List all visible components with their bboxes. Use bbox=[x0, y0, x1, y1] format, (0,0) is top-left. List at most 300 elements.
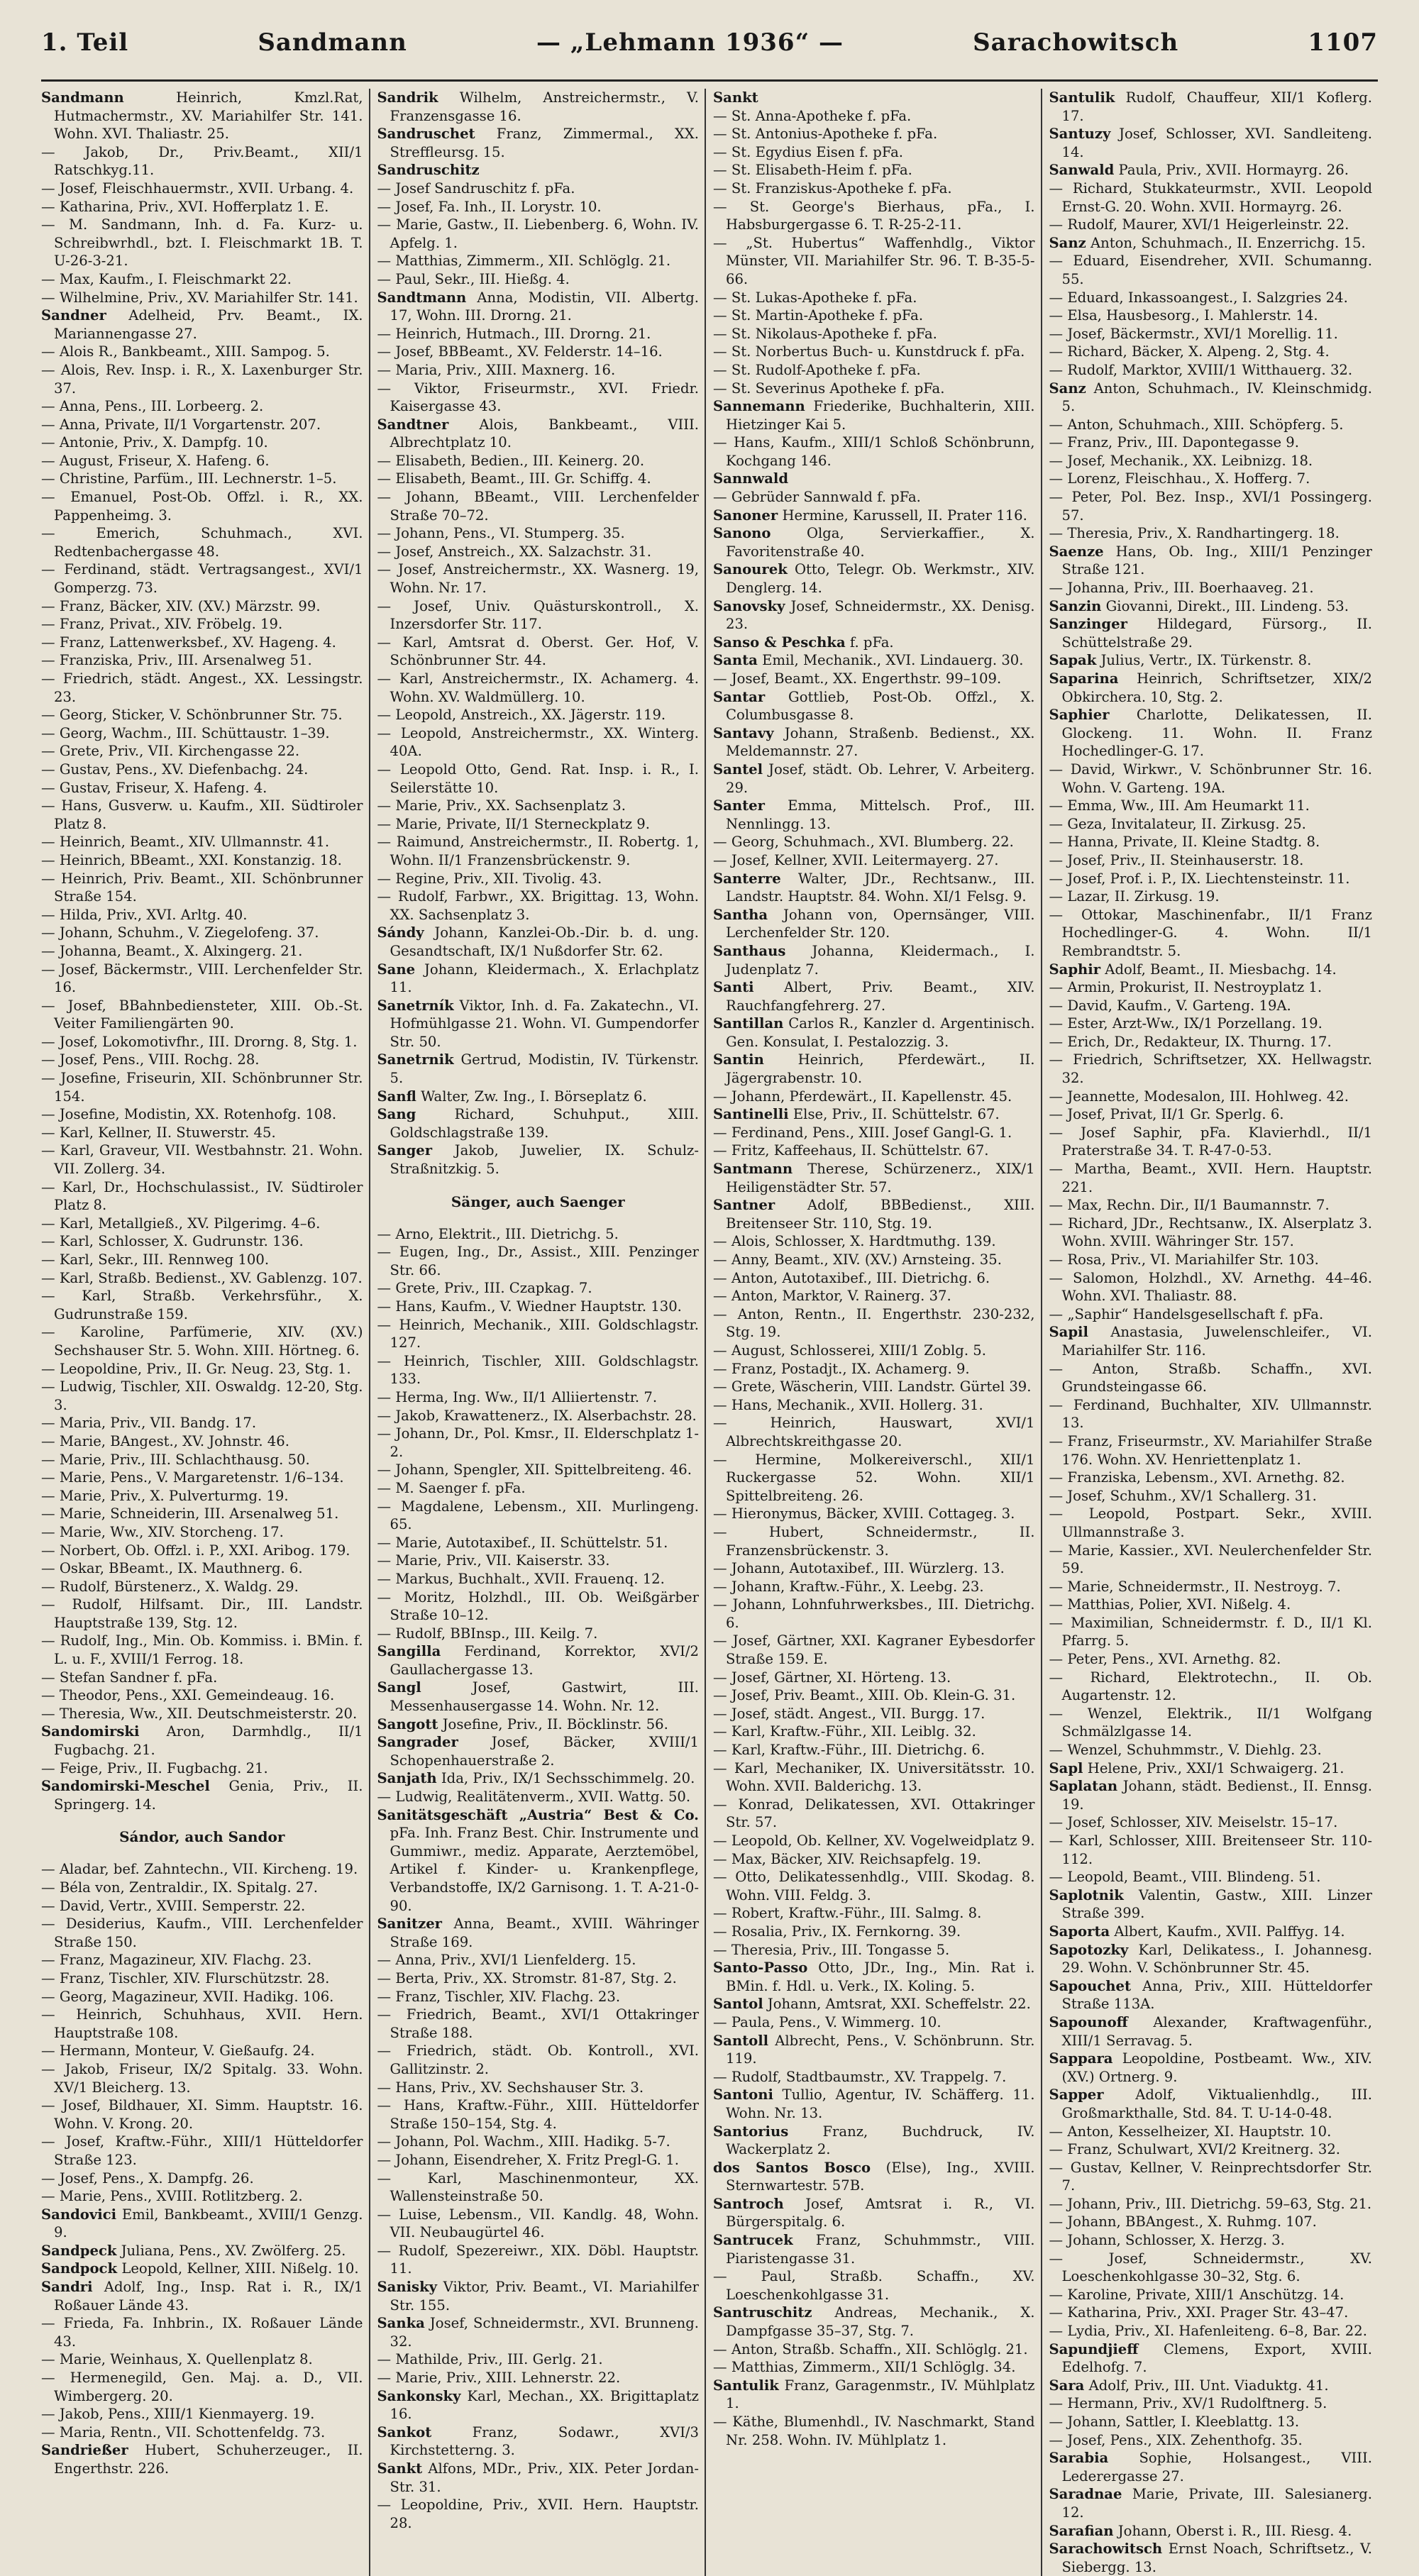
directory-entry bbox=[1049, 2123, 1373, 2141]
directory-entry bbox=[713, 2159, 1035, 2195]
entry-details: Franz, Garagenmstr., IV. Mühlplatz 1. bbox=[726, 2377, 1035, 2412]
surname: Santa bbox=[713, 652, 758, 669]
entry-details: Karl, Graveur, VII. Westbahnstr. 21. Wohn. VII. Zollerg. 34. bbox=[54, 1142, 363, 1178]
entry-details: Josef, Pens., XIX. Zehenthofg. 35. bbox=[1067, 2431, 1303, 2448]
surname: Sanoner bbox=[713, 507, 778, 524]
directory-entry bbox=[1049, 2250, 1373, 2286]
directory-entry bbox=[41, 560, 363, 597]
entry-details: Johanna, Priv., III. Boerhaaveg. 21. bbox=[1067, 580, 1314, 597]
entry-details: Anton, Schuhmach., IV. Kleinschmidg. 5. bbox=[1061, 380, 1372, 415]
entry-details: Josef, Bäckermstr., VIII. Lerchenfelder Str. 16. bbox=[54, 961, 363, 996]
entry-details: Luise, Lebensm., VII. Kandlg. 48, Wohn. VII. Neubaugürtel 46. bbox=[390, 2206, 699, 2241]
directory-entry bbox=[713, 488, 1035, 507]
directory-entry bbox=[1049, 1669, 1373, 1705]
directory-entry bbox=[377, 1679, 700, 1715]
directory-entry bbox=[377, 2350, 700, 2369]
directory-entry bbox=[1049, 2213, 1373, 2231]
surname: Santrucek bbox=[713, 2232, 793, 2249]
directory-entry bbox=[713, 1124, 1035, 1142]
entry-details: Elsa, Hausbesorg., I. Mahlerstr. 14. bbox=[1067, 307, 1318, 324]
directory-entry bbox=[713, 143, 1035, 162]
entry-details: Wenzel, Elektrik., II/1 Wolfgang Schmälzlgasse 14. bbox=[1061, 1705, 1372, 1740]
entry-details: Rudolf, Chauffeur, XII/1 Koflerg. 17. bbox=[1061, 89, 1372, 124]
entry-details: Hermine, Karussell, II. Prater 116. bbox=[782, 507, 1027, 524]
directory-entry bbox=[377, 1352, 700, 1388]
directory-entry bbox=[713, 1396, 1035, 1415]
section-heading: Sänger, auch Saenger bbox=[451, 1193, 625, 1210]
entry-details: Friedrich, Beamt., XVI/1 Ottakringer Straße 188. bbox=[390, 2006, 699, 2041]
surname: Sandomirski-Meschel bbox=[41, 1778, 210, 1795]
directory-entry bbox=[713, 1251, 1035, 1269]
directory-entry bbox=[41, 1897, 363, 1916]
directory-entry bbox=[713, 289, 1035, 307]
entry-details: Marie, BAngest., XV. Johnstr. 46. bbox=[59, 1432, 289, 1449]
directory-entry bbox=[713, 1088, 1035, 1106]
entry-details: Lydia, Priv., XI. Hafenleiteng. 6–8, Bar. 22. bbox=[1067, 2323, 1367, 2340]
entry-details: Heinrich, Tischler, XIII. Goldschlagstr. 133. bbox=[390, 1352, 699, 1388]
directory-entry bbox=[1049, 1777, 1373, 1813]
entry-details: Hubert, Schuherzeuger., II. Engerthstr. 226. bbox=[54, 2442, 363, 2477]
directory-entry bbox=[41, 851, 363, 870]
entry-details: Albert, Priv. Beamt., XIV. Rauchfangfehrerg. 27. bbox=[726, 979, 1035, 1014]
entry-details: Albert, Kaufm., XVII. Palffyg. 14. bbox=[1114, 1923, 1345, 1940]
directory-entry bbox=[41, 1178, 363, 1215]
entry-details: Ludwig, Tischler, XII. Oswaldg. 12-20, Stg. 3. bbox=[54, 1378, 363, 1413]
surname: Sannwald bbox=[713, 470, 789, 487]
directory-entry bbox=[713, 1105, 1035, 1124]
entry-details: Ester, Arzt-Ww., IX/1 Porzellang. 19. bbox=[1067, 1015, 1323, 1032]
directory-entry bbox=[1049, 597, 1373, 616]
surname: Saparina bbox=[1049, 670, 1119, 687]
entry-details: Hans, Ob. Ing., XIII/1 Penzinger Straße 121. bbox=[1061, 543, 1373, 578]
directory-entry bbox=[41, 216, 363, 270]
entry-details: Berta, Priv., XX. Stromstr. 81-87, Stg. 2. bbox=[395, 1969, 677, 1986]
directory-entry bbox=[1049, 1033, 1373, 1051]
entry-details: Clemens, Export, XVIII. Edelhofg. 7. bbox=[1061, 2340, 1372, 2376]
directory-entry bbox=[1049, 2377, 1373, 2395]
surname: Saporta bbox=[1049, 1923, 1110, 1940]
entry-details: Johann, Kanzlei-Ob.-Dir. b. d. ung. Gesandtschaft, IX/1 Nußdorfer Str. 62. bbox=[390, 924, 699, 959]
directory-entry bbox=[713, 2340, 1035, 2359]
entry-details: Anna, Priv., XVI/1 Lienfelderg. 15. bbox=[395, 1952, 636, 1969]
entry-details: St. George's Bierhaus, pFa., I. Habsburgergasse 6. T. R-25-2-11. bbox=[726, 198, 1035, 233]
directory-entry bbox=[377, 1788, 700, 1806]
directory-entry bbox=[377, 1806, 700, 1916]
directory-entry bbox=[377, 252, 700, 270]
entry-details: Franz, Tischler, XIV. Flurschützstr. 28. bbox=[59, 1969, 330, 1986]
entry-details: St. Nikolaus-Apotheke f. pFa. bbox=[731, 325, 937, 342]
entry-details: Leopold, Beamt., VIII. Blindeng. 51. bbox=[1067, 1869, 1321, 1886]
surname: Santner bbox=[713, 1197, 775, 1214]
surname: Santoll bbox=[713, 2032, 769, 2049]
directory-entry bbox=[1049, 997, 1373, 1015]
entry-details: Josef, Pens., X. Dampfg. 26. bbox=[59, 2169, 254, 2187]
surname: Sanka bbox=[377, 2315, 425, 2332]
directory-entry bbox=[41, 1215, 363, 1233]
entry-details: St. Norbertus Buch- u. Kunstdruck f. pFa. bbox=[731, 343, 1025, 360]
directory-entry bbox=[41, 1378, 363, 1414]
entry-details: Josef, Schuhm., XV/1 Schallerg. 31. bbox=[1067, 1487, 1317, 1504]
directory-entry bbox=[713, 1723, 1035, 1741]
entry-details: Alois, Schlosser, X. Hardtmuthg. 139. bbox=[731, 1233, 996, 1250]
entry-details: Ferdinand, städt. Vertragsangest., XVI/1 Gomperzg. 73. bbox=[54, 561, 363, 597]
directory-entry bbox=[377, 1088, 700, 1106]
directory-entry bbox=[41, 1669, 363, 1687]
directory-entry bbox=[1049, 216, 1373, 234]
directory-entry bbox=[713, 1287, 1035, 1305]
directory-entry bbox=[1049, 1759, 1373, 1778]
surname: Sanso & Peschka bbox=[713, 634, 846, 651]
entry-details: Paula, Priv., XVII. Hormayrg. 26. bbox=[1118, 162, 1349, 179]
entry-details: Johann, Amtsrat, XXI. Scheffelstr. 22. bbox=[767, 1996, 1031, 2013]
entry-details: Otto, Telegr. Ob. Werkmstr., XIV. Denglerg. 14. bbox=[726, 561, 1035, 597]
entry-details: Marie, Pens., XVIII. Rotlitzberg. 2. bbox=[59, 2188, 303, 2205]
directory-entry bbox=[713, 524, 1035, 560]
directory-entry bbox=[1049, 161, 1373, 179]
directory-entry bbox=[1049, 1160, 1373, 1196]
entry-details: Alexander, Kraftwagenführ., XIII/1 Serravag. 5. bbox=[1061, 2013, 1373, 2049]
surname: Sandpock bbox=[41, 2260, 118, 2277]
directory-entry bbox=[1049, 2304, 1373, 2322]
entry-details: Karl, Kraftw.-Führ., III. Dietrichg. 6. bbox=[731, 1742, 985, 1759]
column-3 bbox=[713, 89, 1042, 2576]
surname: Santorius bbox=[713, 2123, 789, 2140]
surname: Sarafian bbox=[1049, 2522, 1114, 2539]
directory-entry bbox=[713, 1360, 1035, 1378]
entry-details: Julius, Vertr., IX. Türkenstr. 8. bbox=[1100, 652, 1312, 669]
directory-entry bbox=[41, 1686, 363, 1705]
entry-details: Alois, Rev. Insp. i. R., X. Laxenburger Str. 37. bbox=[54, 361, 363, 397]
entry-details: St. Anna-Apotheke f. pFa. bbox=[731, 107, 912, 124]
entry-details: Josef, Kraftw.-Führ., XIII/1 Hütteldorfer Straße 123. bbox=[54, 2133, 363, 2168]
entry-details: Karl, Anstreichermstr., IX. Achamerg. 4. Wohn. XV. Waldmüllerg. 10. bbox=[390, 670, 699, 705]
surname: Sandri bbox=[41, 2279, 93, 2296]
directory-entry bbox=[41, 2314, 363, 2350]
directory-entry bbox=[713, 1868, 1035, 1904]
entry-details: Elisabeth, Beamt., III. Gr. Schiffg. 4. bbox=[395, 470, 651, 487]
entry-details: Johann, Pferdewärt., II. Kapellenstr. 45. bbox=[731, 1088, 1012, 1105]
directory-entry bbox=[713, 2032, 1035, 2068]
directory-entry bbox=[377, 1570, 700, 1588]
entry-details: Rosalia, Priv., IX. Fernkorng. 39. bbox=[731, 1923, 961, 1940]
entry-details: Richard, Schuhput., XIII. Goldschlagstraße 139. bbox=[390, 1106, 699, 1141]
directory-entry bbox=[377, 1733, 700, 1769]
entry-details: Hans, Gusverw. u. Kaufm., XII. Südtiroler Platz 8. bbox=[54, 797, 363, 832]
directory-entry bbox=[377, 470, 700, 488]
directory-entry bbox=[1049, 2449, 1373, 2485]
directory-entry bbox=[377, 1316, 700, 1352]
directory-entry bbox=[41, 1596, 363, 1632]
entry-details: Jakob, Juwelier, IX. Schulz-Straßnitzkig. 5. bbox=[390, 1142, 699, 1178]
directory-entry bbox=[713, 433, 1035, 470]
directory-entry bbox=[1049, 343, 1373, 361]
entry-details: Katharina, Priv., XXI. Prager Str. 43–47. bbox=[1067, 2304, 1349, 2321]
surname: Sanjath bbox=[377, 1770, 437, 1787]
directory-entry bbox=[41, 870, 363, 906]
entry-details: Armin, Prokurist, II. Nestroyplatz 1. bbox=[1067, 979, 1323, 996]
entry-details: Feige, Priv., II. Fugbachg. 21. bbox=[59, 1759, 268, 1776]
entry-details: Jakob, Dr., Priv.Beamt., XII/1 Ratschkyg.11. bbox=[54, 143, 363, 179]
directory-entry bbox=[377, 2460, 700, 2496]
entry-details: Anton, Kesselheizer, XI. Hauptstr. 10. bbox=[1067, 2123, 1332, 2140]
entry-details: Friederike, Buchhalterin, XIII. Hietzinger Kai 5. bbox=[726, 398, 1035, 433]
directory-entry bbox=[713, 1904, 1035, 1923]
entry-details: Anna, Beamt., XVIII. Währinger Straße 169. bbox=[390, 1916, 699, 1950]
directory-entry bbox=[377, 2369, 700, 2387]
entry-details: Josef, städt. Angest., VII. Burgg. 17. bbox=[731, 1705, 985, 1722]
entry-details: Hans, Kraftw.-Führ., XIII. Hütteldorfer Straße 150–154, Stg. 4. bbox=[390, 2097, 699, 2132]
directory-entry bbox=[377, 2079, 700, 2097]
entry-details: Josef, Kellner, XVII. Leitermayerg. 27. bbox=[731, 851, 999, 868]
entry-details: Marie, Weinhaus, X. Quellenplatz 8. bbox=[59, 2351, 313, 2368]
directory-entry bbox=[41, 143, 363, 179]
directory-entry bbox=[713, 1632, 1035, 1668]
directory-entry bbox=[1049, 2050, 1373, 2086]
directory-entry bbox=[41, 524, 363, 560]
directory-entry bbox=[713, 1578, 1035, 1596]
directory-entry bbox=[1049, 797, 1373, 815]
surname: Santerre bbox=[713, 870, 781, 887]
surname: Santhaus bbox=[713, 942, 786, 959]
surname: Santoni bbox=[713, 2086, 773, 2104]
surname: Sapl bbox=[1049, 1759, 1083, 1776]
directory-entry bbox=[713, 343, 1035, 361]
directory-entry bbox=[377, 1715, 700, 1734]
directory-entry bbox=[41, 2441, 363, 2477]
surname: Santol bbox=[713, 1996, 763, 2013]
part-label: 1. Teil bbox=[41, 28, 129, 57]
directory-entry bbox=[1049, 1741, 1373, 1759]
entry-details: Friedrich, Schriftsetzer, XX. Hellwagstr. 32. bbox=[1061, 1051, 1373, 1087]
entry-details: Emil, Mechanik., XVI. Lindauerg. 30. bbox=[762, 652, 1024, 669]
directory-entry bbox=[1049, 1105, 1373, 1124]
surname: Sapil bbox=[1049, 1324, 1088, 1341]
entry-details: Emil, Bankbeamt., XVIII/1 Genzg. 9. bbox=[54, 2206, 363, 2241]
directory-entry bbox=[713, 1796, 1035, 1832]
directory-entry bbox=[713, 198, 1035, 234]
entry-details: Martha, Beamt., XVII. Hern. Hauptstr. 221. bbox=[1061, 1161, 1372, 1195]
directory-entry bbox=[41, 2260, 363, 2278]
entry-details: Genia, Priv., II. Springerg. 14. bbox=[54, 1778, 363, 1813]
entry-details: Heinrich, Kmzl.Rat, Hutmachermstr., XV. Mariahilfer Str. 141. Wohn. XVI. Thaliastr. 25. bbox=[54, 89, 363, 143]
surname: Sandtmann bbox=[377, 289, 467, 306]
surname: Sanitzer bbox=[377, 1916, 443, 1933]
directory-entry bbox=[41, 2096, 363, 2133]
entry-details: Johann, Sattler, I. Kleeblattg. 13. bbox=[1067, 2414, 1300, 2430]
entry-details: Grete, Wäscherin, VIII. Landstr. Gürtel 39. bbox=[731, 1378, 1032, 1395]
entry-details: Rudolf, Marktor, XVIII/1 Witthauerg. 32. bbox=[1067, 361, 1353, 378]
directory-entry bbox=[713, 761, 1035, 797]
entry-details: Grete, Priv., VII. Kirchengasse 22. bbox=[59, 743, 300, 760]
directory-entry bbox=[1049, 252, 1373, 288]
entry-details: Josef, Fa. Inh., II. Lorystr. 10. bbox=[395, 198, 602, 215]
entry-details: Franz, Zimmermal., XX. Streffleursg. 15. bbox=[390, 126, 699, 160]
directory-entry bbox=[41, 2060, 363, 2096]
directory-entry bbox=[1049, 488, 1373, 524]
entry-details: Leopold, Ob. Kellner, XV. Vogelweidplatz 9. bbox=[731, 1833, 1035, 1849]
entry-details: Karl, Straßb. Bedienst., XV. Gablenzg. 107. bbox=[59, 1269, 363, 1286]
entry-details: Josef Sandruschitz f. pFa. bbox=[395, 179, 575, 197]
entry-details: Josef, Lokomotivfhr., III. Drorng. 8, Stg. 1. bbox=[59, 1033, 358, 1050]
directory-entry bbox=[713, 1759, 1035, 1796]
directory-entry bbox=[1049, 1596, 1373, 1614]
entry-details: Anton, Schuhmach., XIII. Schöpferg. 5. bbox=[1067, 416, 1344, 433]
directory-entry bbox=[1049, 361, 1373, 380]
entry-details: St. Martin-Apotheke f. pFa. bbox=[731, 307, 924, 324]
entry-details: Heinrich, Priv. Beamt., XII. Schönbrunner Straße 154. bbox=[54, 870, 363, 905]
entry-details: Theodor, Pens., XXI. Gemeindeaug. 16. bbox=[59, 1687, 335, 1704]
directory-entry bbox=[713, 2195, 1035, 2231]
entry-details: Maria, Priv., XIII. Maxnerg. 16. bbox=[395, 361, 616, 378]
entry-details: Hermine, Molkereiverschl., XII/1 Ruckergasse 52. Wohn. XII/1 Spittelbreiteng. 26. bbox=[726, 1451, 1035, 1504]
entry-details: Gottlieb, Post-Ob. Offzl., X. Columbusgasse 8. bbox=[726, 688, 1035, 724]
directory-entry bbox=[41, 1578, 363, 1596]
entry-details: Josef, Schlosser, XVI. Sandleiteng. 14. bbox=[1061, 126, 1372, 160]
entry-details: Maria, Rentn., VII. Schottenfeldg. 73. bbox=[59, 2423, 326, 2440]
surname: Sanz bbox=[1049, 234, 1086, 251]
entry-details: Ernst Noach, Schriftsetz., V. Siebergg. 13. bbox=[1061, 2541, 1372, 2575]
last-entry-label: Sarachowitsch bbox=[973, 28, 1179, 57]
directory-entry bbox=[377, 2096, 700, 2133]
directory-entry bbox=[41, 2169, 363, 2188]
directory-entry bbox=[713, 670, 1035, 688]
directory-entry bbox=[41, 615, 363, 634]
directory-entry bbox=[377, 1279, 700, 1298]
surname: Sandtner bbox=[377, 416, 449, 433]
entry-details: Johann, BBeamt., VIII. Lerchenfelder Straße 70–72. bbox=[390, 489, 699, 524]
entry-details: Marie, Priv., XIII. Lehnerstr. 22. bbox=[395, 2370, 621, 2387]
entry-details: Johann, Pol. Wachm., XIII. Hadikg. 5-7. bbox=[395, 2133, 670, 2150]
directory-entry bbox=[377, 1051, 700, 1087]
directory-entry bbox=[377, 1425, 700, 1461]
entry-details: Johanna, Kleidermach., I. Judenplatz 7. bbox=[726, 942, 1035, 978]
entry-details: Josef, Beamt., XX. Engerthstr. 99–109. bbox=[731, 670, 1002, 687]
directory-entry bbox=[41, 2187, 363, 2206]
directory-entry bbox=[713, 597, 1035, 634]
entry-details: Karl, Straßb. Verkehrsführ., X. Gudrunstraße 159. bbox=[54, 1288, 363, 1322]
directory-entry bbox=[1049, 1124, 1373, 1160]
directory-entry bbox=[1049, 815, 1373, 834]
directory-entry bbox=[1049, 2394, 1373, 2413]
entry-details: Marie, Gastw., II. Liebenberg. 6, Wohn. IV. Apfelg. 1. bbox=[390, 216, 700, 251]
entry-details: Karl, Maschinenmonteur, XX. Wallensteinstraße 50. bbox=[390, 2169, 699, 2205]
entry-details: Rudolf, Ing., Min. Ob. Kommiss. i. BMin. f. L. u. F., XVIII/1 Ferrog. 18. bbox=[54, 1632, 363, 1668]
entry-details: Josef, Bäcker, XVIII/1 Schopenhauerstraße 2. bbox=[390, 1734, 699, 1769]
directory-entry bbox=[41, 961, 363, 997]
entry-details: Béla von, Zentraldir., IX. Spitalg. 27. bbox=[59, 1879, 319, 1896]
entry-details: Alois, Bankbeamt., VIII. Albrechtplatz 10. bbox=[390, 416, 699, 451]
entry-details: Viktor, Priv. Beamt., VI. Mariahilfer Str. 155. bbox=[390, 2279, 700, 2314]
entry-details: Ferdinand, Buchhalter, XIV. Ullmannstr. 13. bbox=[1061, 1396, 1372, 1432]
directory-entry bbox=[377, 380, 700, 416]
entry-details: Johann, städt. Bedienst., II. Ennsg. 19. bbox=[1061, 1778, 1372, 1813]
directory-entry bbox=[41, 179, 363, 198]
directory-entry bbox=[713, 306, 1035, 325]
directory-entry bbox=[1049, 2231, 1373, 2250]
entry-details: Georg, Magazineur, XVII. Hadikg. 106. bbox=[59, 1988, 334, 2005]
entry-details: Andreas, Mechanik., X. Dampfgasse 35–37, Stg. 7. bbox=[726, 2304, 1035, 2340]
entry-details: Josef, Schneidermstr., XX. Denisg. 23. bbox=[726, 597, 1035, 633]
directory-entry bbox=[1049, 1251, 1373, 1269]
directory-entry bbox=[41, 724, 363, 743]
page-header bbox=[41, 28, 1378, 82]
surname: Saplatan bbox=[1049, 1778, 1118, 1795]
entry-details: Karl, Sekr., III. Rennweg 100. bbox=[59, 1251, 270, 1268]
entry-details: Anton, Rentn., II. Engerthstr. 230-232, Stg. 19. bbox=[726, 1305, 1035, 1341]
entry-details: Josefine, Priv., II. Böcklinstr. 56. bbox=[442, 1715, 668, 1732]
directory-entry bbox=[41, 1451, 363, 1469]
directory-entry bbox=[713, 179, 1035, 198]
directory-entry bbox=[41, 1141, 363, 1178]
directory-entry bbox=[41, 2006, 363, 2042]
entry-details: Sophie, Holsangest., VIII. Lederergasse 27. bbox=[1061, 2450, 1372, 2484]
entry-details: Adolf, Beamt., II. Miesbachg. 14. bbox=[1105, 961, 1337, 978]
directory-entry bbox=[41, 416, 363, 434]
surname: Sapper bbox=[1049, 2086, 1104, 2104]
entry-details: Johann, Oberst i. R., III. Riesg. 4. bbox=[1117, 2522, 1352, 2539]
directory-entry bbox=[41, 1360, 363, 1378]
directory-entry bbox=[713, 161, 1035, 179]
entry-details: Matthias, Polier, XVI. Nißelg. 4. bbox=[1067, 1596, 1291, 1613]
directory-entry bbox=[713, 107, 1035, 126]
directory-entry bbox=[377, 325, 700, 343]
surname: Sanger bbox=[377, 1142, 433, 1159]
directory-entry bbox=[713, 2304, 1035, 2340]
entry-details: Anna, Private, II/1 Vorgartenstr. 207. bbox=[59, 416, 321, 433]
directory-entry bbox=[41, 597, 363, 616]
surname: Santar bbox=[713, 688, 766, 705]
directory-entry bbox=[377, 216, 700, 252]
entry-details: David, Vertr., XVIII. Semperstr. 22. bbox=[59, 1897, 306, 1914]
entry-details: Anton, Straßb. Schaffn., XII. Schlöglg. 21. bbox=[731, 2340, 1028, 2357]
entry-details: Christine, Parfüm., III. Lechnerstr. 1–5. bbox=[59, 470, 337, 487]
directory-entry bbox=[377, 361, 700, 380]
directory-entry bbox=[377, 1479, 700, 1498]
directory-entry bbox=[41, 1051, 363, 1069]
directory-entry bbox=[1049, 1432, 1373, 1469]
entry-details: Heinrich, Schriftsetzer, XIX/2 Obkirchera. 10, Stg. 2. bbox=[1061, 670, 1372, 705]
directory-entry bbox=[377, 1588, 700, 1625]
entry-details: Viktor, Inh. d. Fa. Zakatechn., VI. Hofmühlgasse 21. Wohn. VI. Gumpendorfer Str. 50. bbox=[390, 997, 699, 1050]
directory-entry bbox=[713, 1342, 1035, 1360]
entry-details: Johanna, Beamt., X. Alxingerg. 21. bbox=[59, 942, 303, 959]
directory-entry bbox=[41, 397, 363, 416]
first-entry-label: Sandmann bbox=[258, 28, 407, 57]
surname: Sangott bbox=[377, 1715, 438, 1732]
directory-entry bbox=[713, 325, 1035, 343]
directory-entry bbox=[41, 761, 363, 779]
directory-entry bbox=[41, 1777, 363, 1813]
entry-details: Franz, Magazineur, XIV. Flachg. 23. bbox=[59, 1952, 312, 1969]
entry-details: Rudolf, Maurer, XVI/1 Heigerleinstr. 22. bbox=[1067, 216, 1349, 233]
directory-entry bbox=[713, 1669, 1035, 1687]
entry-details: Franz, Postadjt., IX. Achamerg. 9. bbox=[731, 1360, 970, 1377]
entry-details: Emma, Ww., III. Am Heumarkt 11. bbox=[1067, 797, 1310, 814]
entry-details: David, Wirkwr., V. Schönbrunner Str. 16. Wohn. V. Garteng. 19A. bbox=[1061, 761, 1372, 796]
surname: Saplotnik bbox=[1049, 1886, 1124, 1903]
directory-entry bbox=[377, 2242, 700, 2278]
directory-entry bbox=[1049, 1051, 1373, 1087]
entry-details: Maria, Priv., VII. Bandg. 17. bbox=[59, 1415, 257, 1432]
section-heading: Sándor, auch Sandor bbox=[119, 1828, 285, 1846]
directory-entry bbox=[41, 742, 363, 761]
surname: Santel bbox=[713, 761, 763, 778]
entry-details: Jeannette, Modesalon, III. Hohlweg. 42. bbox=[1067, 1088, 1349, 1105]
entry-details: Rudolf, Hilfsamt. Dir., III. Landstr. Hauptstraße 139, Stg. 12. bbox=[54, 1596, 363, 1631]
directory-entry bbox=[377, 416, 700, 452]
directory-entry bbox=[1049, 1469, 1373, 1487]
entry-details: Olga, Servierkaffier., X. Favoritenstraße 40. bbox=[726, 525, 1035, 560]
